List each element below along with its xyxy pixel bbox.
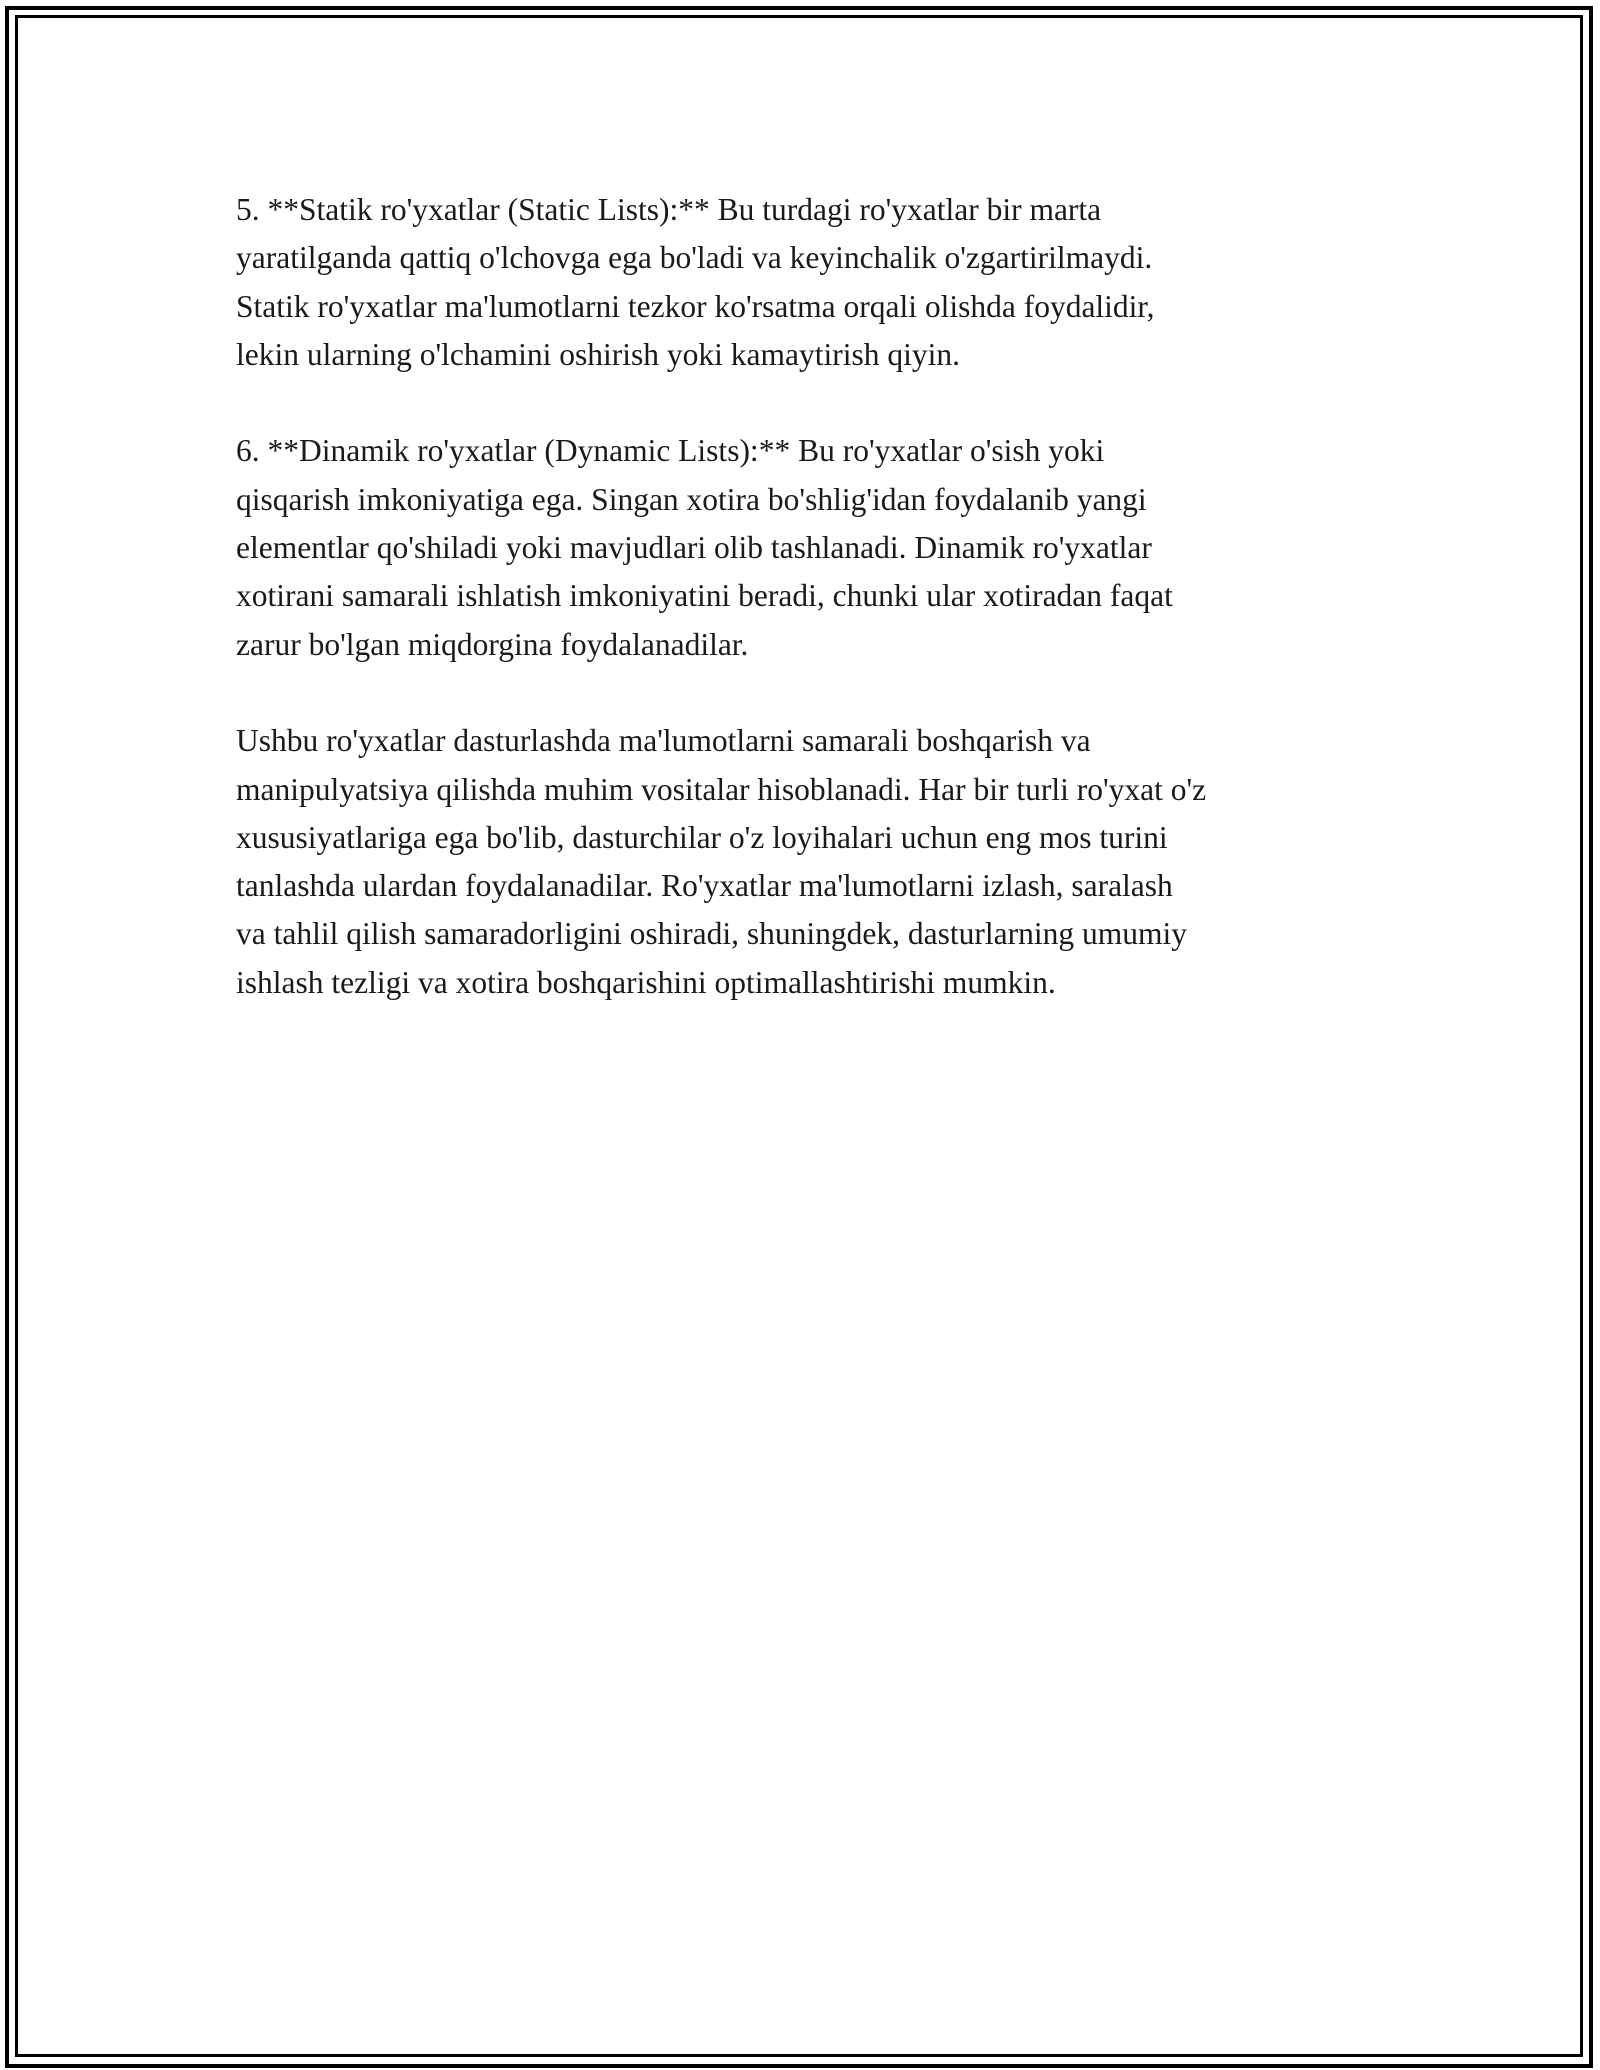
text-line: Ushbu ro'yxatlar dasturlashda ma'lumotlarni samarali boshqarish va bbox=[236, 723, 1091, 759]
text-line: Statik ro'yxatlar ma'lumotlarni tezkor ko'rsatma orqali olishda foydalidir, bbox=[236, 288, 1155, 324]
text-line: manipulyatsiya qilishda muhim vositalar hisoblanadi. Har bir turli ro'yxat o'z bbox=[236, 771, 1207, 807]
text-line: ishlash tezligi va xotira boshqarishini optimallashtirishi mumkin. bbox=[236, 964, 1056, 1000]
text-line: va tahlil qilish samaradorligini oshiradi, shuningdek, dasturlarning umumiy bbox=[236, 916, 1187, 952]
text-line: 5. **Statik ro'yxatlar (Static Lists):** Bu turdagi ro'yxatlar bir marta bbox=[236, 192, 1102, 227]
paragraph-conclusion bbox=[236, 717, 1376, 1007]
text-line: xotirani samarali ishlatish imkoniyatini beradi, chunki ular xotiradan faqat bbox=[236, 578, 1173, 614]
paragraph-dynamic-lists bbox=[236, 427, 1376, 668]
text-line: qisqarish imkoniyatiga ega. Singan xotira bo'shlig'idan foydalanib yangi bbox=[236, 481, 1147, 517]
paragraph-static-lists bbox=[236, 186, 1376, 379]
text-line: lekin ularning o'lchamini oshirish yoki kamaytirish qiyin. bbox=[236, 336, 960, 372]
text-line: yaratilganda qattiq o'lchovga ega bo'ladi va keyinchalik o'zgartirilmaydi. bbox=[236, 240, 1153, 276]
text-line: tanlashda ulardan foydalanadilar. Ro'yxatlar ma'lumotlarni izlash, saralash bbox=[236, 868, 1173, 904]
text-line: xususiyatlariga ega bo'lib, dasturchilar o'z loyihalari uchun eng mos turini bbox=[236, 819, 1168, 855]
text-line: zarur bo'lgan miqdorgina foydalanadilar. bbox=[236, 626, 749, 662]
text-line: elementlar qo'shiladi yoki mavjudlari olib tashlanadi. Dinamik ro'yxatlar bbox=[236, 530, 1152, 566]
document-body bbox=[236, 186, 1376, 1055]
text-line: 6. **Dinamik ro'yxatlar (Dynamic Lists):** Bu ro'yxatlar o'sish yoki bbox=[236, 433, 1105, 469]
